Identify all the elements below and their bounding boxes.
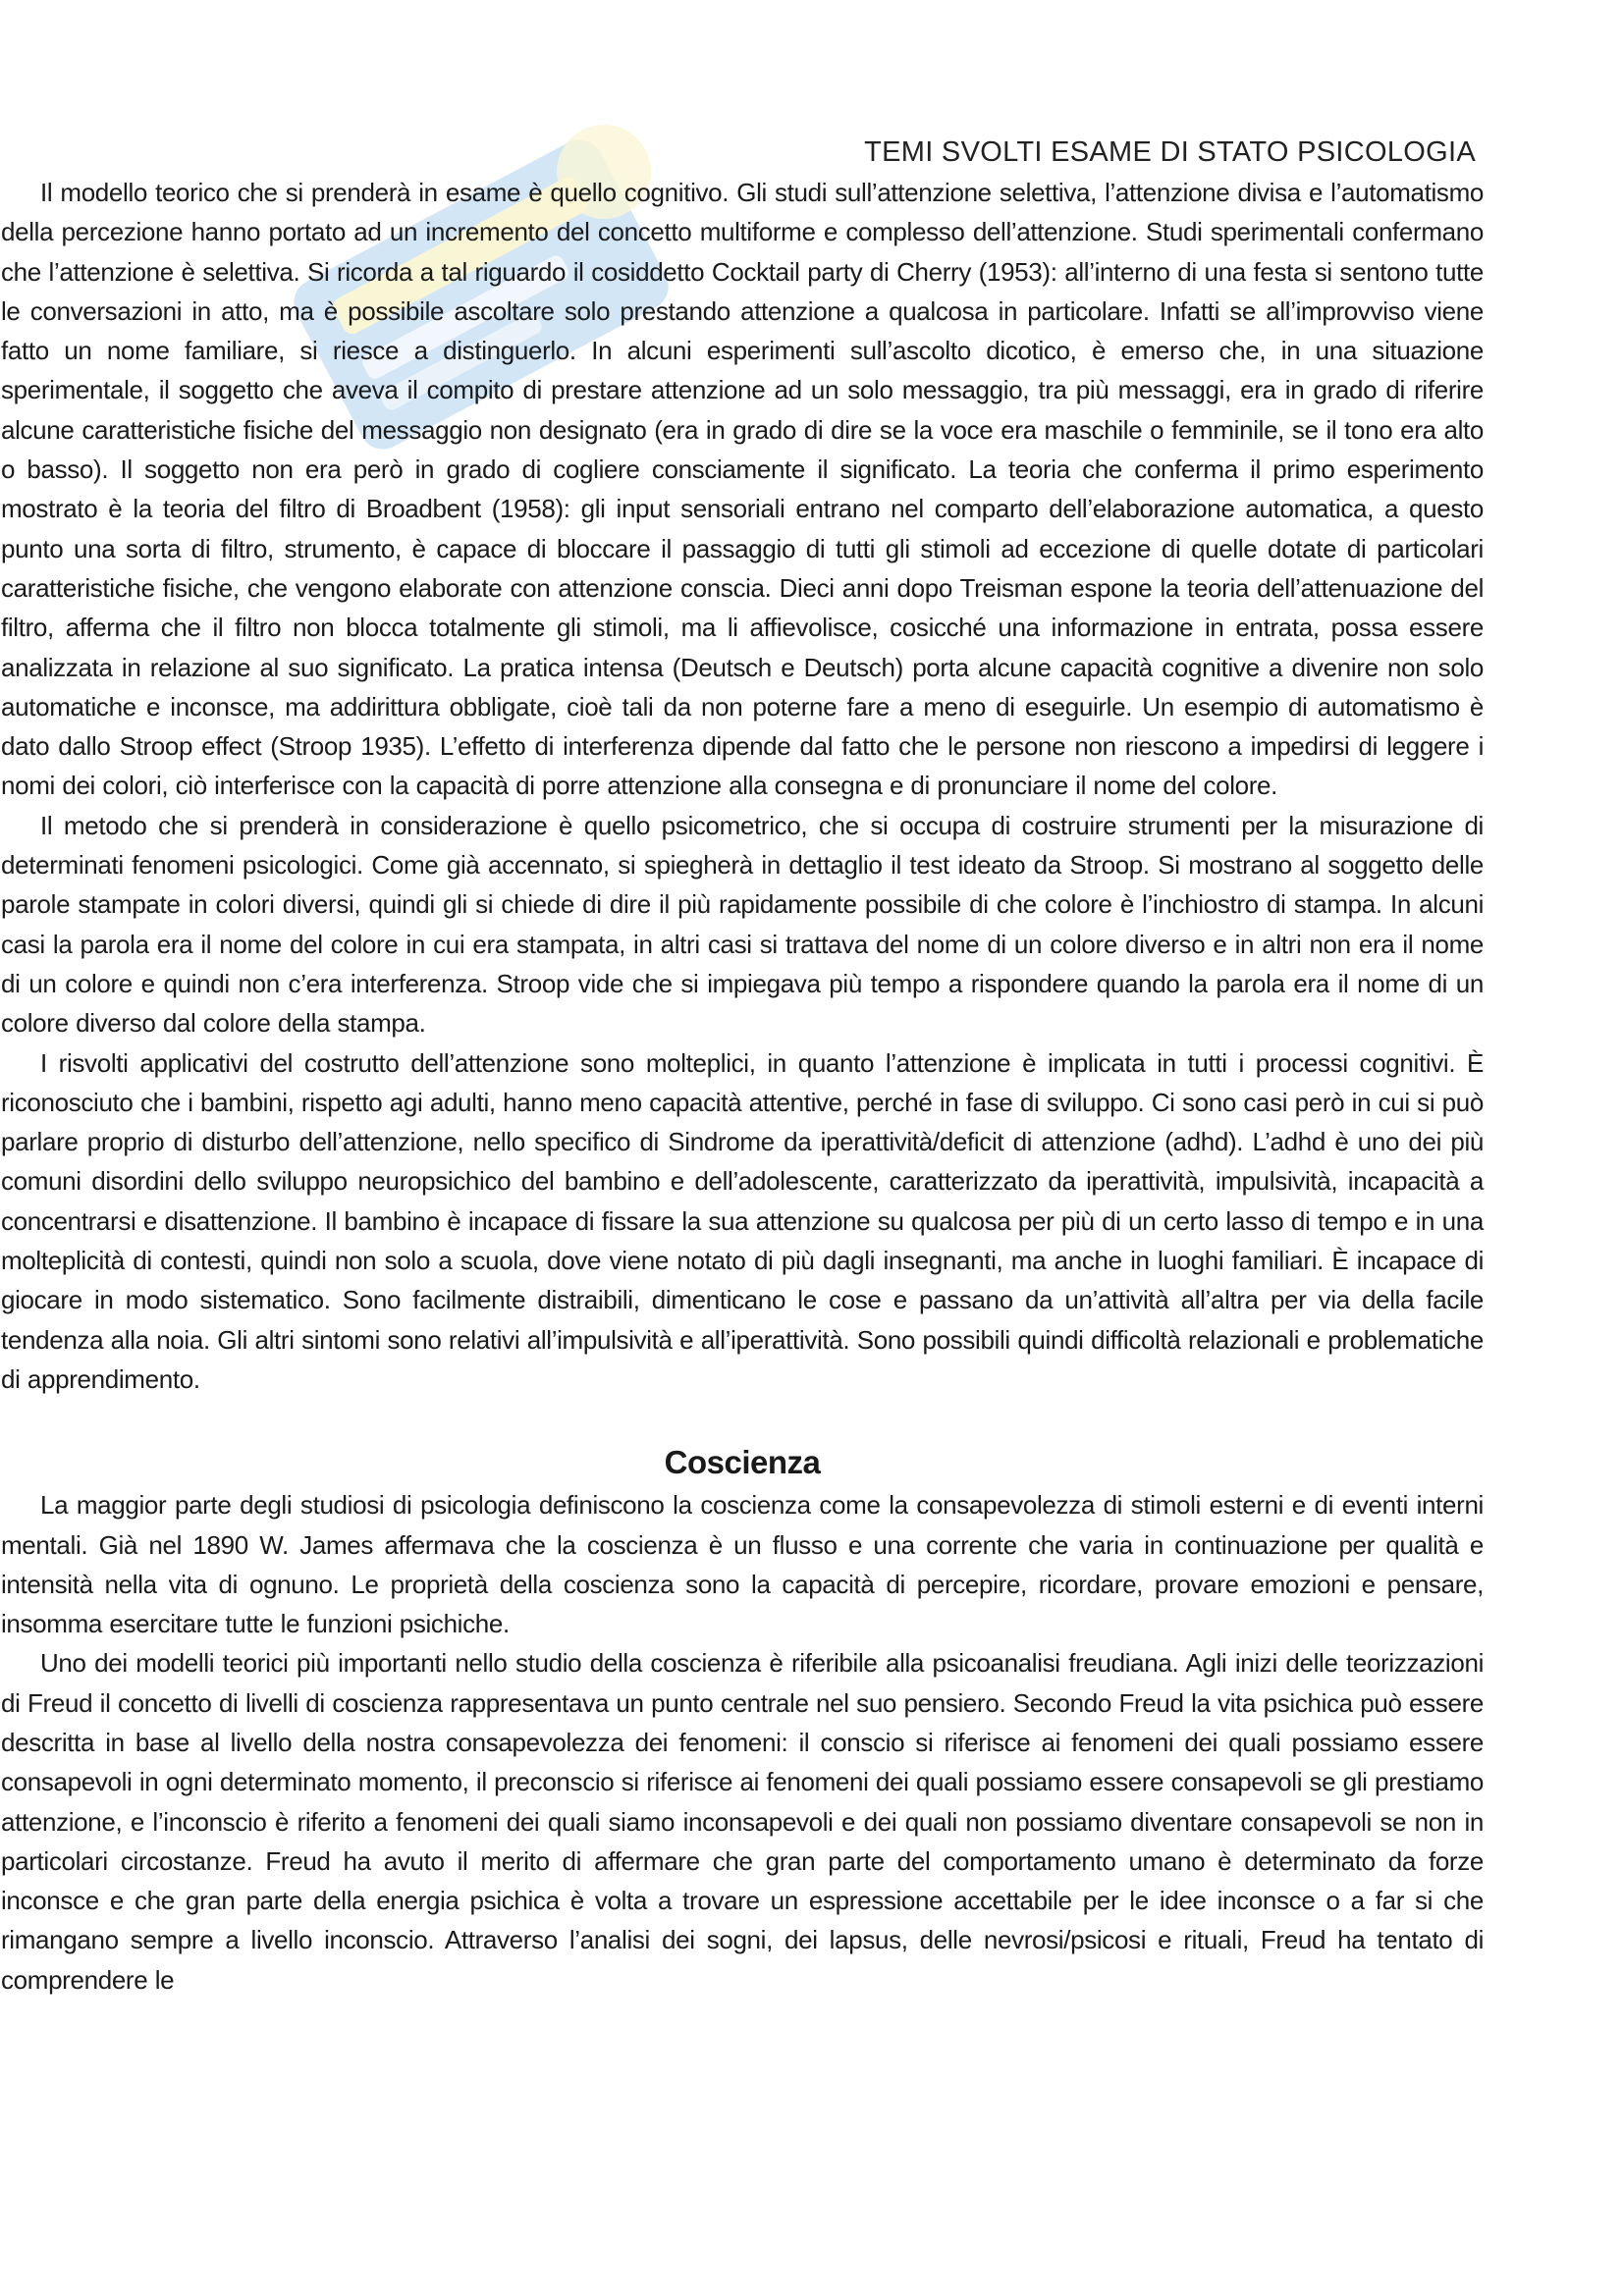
section-title: Coscienza <box>664 1444 821 1481</box>
paragraph-consciousness-definition: La maggior parte degli studiosi di psicologia definiscono la coscienza come la consapevolezza di stimoli esterni e di eventi interni mentali. Già nel 1890 W. James affermava che la coscienza è un flusso e una corrente che varia in continuazione per qualità e intensità nella vita di ognuno. Le proprietà della coscienza sono la capacità di percepire, ricordare, provare emozioni e pensare, insomma esercitare tutte le funzioni psichiche. <box>1 1490 1484 1639</box>
paragraph-attention-model: Il modello teorico che si prenderà in esame è quello cognitivo. Gli studi sull’attenzione selettiva, l’attenzione divisa e l’automatismo della percezione hanno portato ad un incremento del concetto multiforme e complesso dell’attenzione. Studi sperimentali confermano che l’attenzione è selettiva. Si ricorda a tal riguardo il cosiddetto Cocktail party di Cherry (1953): all’interno di una festa si sentono tutte le conversazioni in atto, ma è possibile ascoltare solo prestando attenzione a qualcosa in particolare. Infatti se all’improvviso viene fatto un nome familiare, si riesce a distinguerlo. In alcuni esperimenti sull’ascolto dicotico, è emerso che, in una situazione sperimentale, il soggetto che aveva il compito di prestare attenzione ad un solo messaggio, tra più messaggi, era in grado di riferire alcune caratteristiche fisiche del messaggio non designato (era in grado di dire se la voce era maschile o femminile, se il tono era alto o basso). Il soggetto non era però in grado di cogliere consciamente il significato. La teoria che conferma il primo esperimento mostrato è la teoria del filtro di Broadbent (1958): gli input sensoriali entrano nel comparto dell’elaborazione automatica, a questo punto una sorta di filtro, strumento, è capace di bloccare il passaggio di tutti gli stimoli ad eccezione di quelle dotate di particolari caratteristiche fisiche, che vengono elaborate con attenzione conscia. Dieci anni dopo Treisman espone la teoria dell’attenuazione del filtro, afferma che il filtro non blocca totalmente gli stimoli, ma li affievolisce, cosicché una informazione in entrata, possa essere analizzata in relazione al suo significato. La pratica intensa (Deutsch e Deutsch) porta alcune capacità cognitive a divenire non solo automatiche e inconsce, ma addirittura obbligate, cioè tali da non poterne fare a meno di eseguirle. Un esempio di automatismo è dato dallo Stroop effect (Stroop 1935). L’effetto di interferenza dipende dal fatto che le persone non riescono a impedirsi di leggere i nomi dei colori, ciò interferisce con la capacità di porre attenzione alla consegna e di pronunciare il nome del colore. <box>1 178 1484 801</box>
paragraph-psychometric-method: Il metodo che si prenderà in considerazione è quello psicometrico, che si occupa di costruire strumenti per la misurazione di determinati fenomeni psicologici. Come già accennato, si spiegherà in dettaglio il test ideato da Stroop. Si mostrano al soggetto delle parole stampate in colori diversi, quindi gli si chiede di dire il più rapidamente possibile di che colore è l’inchiostro di stampa. In alcuni casi la parola era il nome del colore in cui era stampata, in altri casi si trattava del nome di un colore diverso e in altri non era il nome di un colore e quindi non c’era interferenza. Stroop vide che si impiegava più tempo a rispondere quando la parola era il nome di un colore diverso dal colore della stampa. <box>1 810 1484 1039</box>
paragraph-applications: I risvolti applicativi del costrutto dell’attenzione sono molteplici, in quanto l’attenzione è implicata in tutti i processi cognitivi. È riconosciuto che i bambini, rispetto agi adulti, hanno meno capacità attentive, perché in fase di sviluppo. Ci sono casi però in cui si può parlare proprio di disturbo dell’attenzione, nello specifico di Sindrome da iperattività/deficit di attenzione (adhd). L’adhd è uno dei più comuni disordini dello sviluppo neuropsichico del bambino e dell’adolescente, caratterizzato da iperattività, impulsività, incapacità a concentrarsi e disattenzione. Il bambino è incapace di fissare la sua attenzione su qualcosa per più di un certo lasso di tempo e in una molteplicità di contesti, quindi non solo a scuola, dove viene notato di più dagli insegnanti, ma anche in luoghi familiari. È incapace di giocare in modo sistematico. Sono facilmente distraibili, dimenticano le cose e passano da un’attività all’altra per via della facile tendenza alla noia. Gli altri sintomi sono relativi all’impulsività e all’iperattività. Sono possibili quindi difficoltà relazionali e problematiche di apprendimento. <box>1 1047 1484 1394</box>
paragraph-freud-model: Uno dei modelli teorici più importanti nello studio della coscienza è riferibile alla psicoanalisi freudiana. Agli inizi delle teorizzazioni di Freud il concetto di livelli di coscienza rappresentava un punto centrale nel suo pensiero. Secondo Freud la vita psichica può essere descritta in base al livello della nostra consapevolezza dei fenomeni: il conscio si riferisce ai fenomeni dei quali possiamo essere consapevoli in ogni determinato momento, il preconscio si riferisce ai fenomeni dei quali possiamo essere consapevoli se gli prestiamo attenzione, e l’inconscio è riferito a fenomeni dei quali siamo inconsapevoli e dei quali non possiamo diventare consapevoli se non in particolari circostanze. Freud ha avuto il merito di affermare che gran parte del comportamento umano è determinato da forze inconsce e che gran parte della energia psichica è volta a trovare un espressione accettabile per le idee inconsce o a far si che rimangano sempre a livello inconscio. Attraverso l’analisi dei sogni, dei lapsus, delle nevrosi/psicosi e rituali, Freud ha tentato di comprendere le <box>1 1648 1484 1995</box>
page-header: TEMI SVOLTI ESAME DI STATO PSICOLOGIA <box>864 136 1476 168</box>
document-body <box>0 173 1484 2000</box>
